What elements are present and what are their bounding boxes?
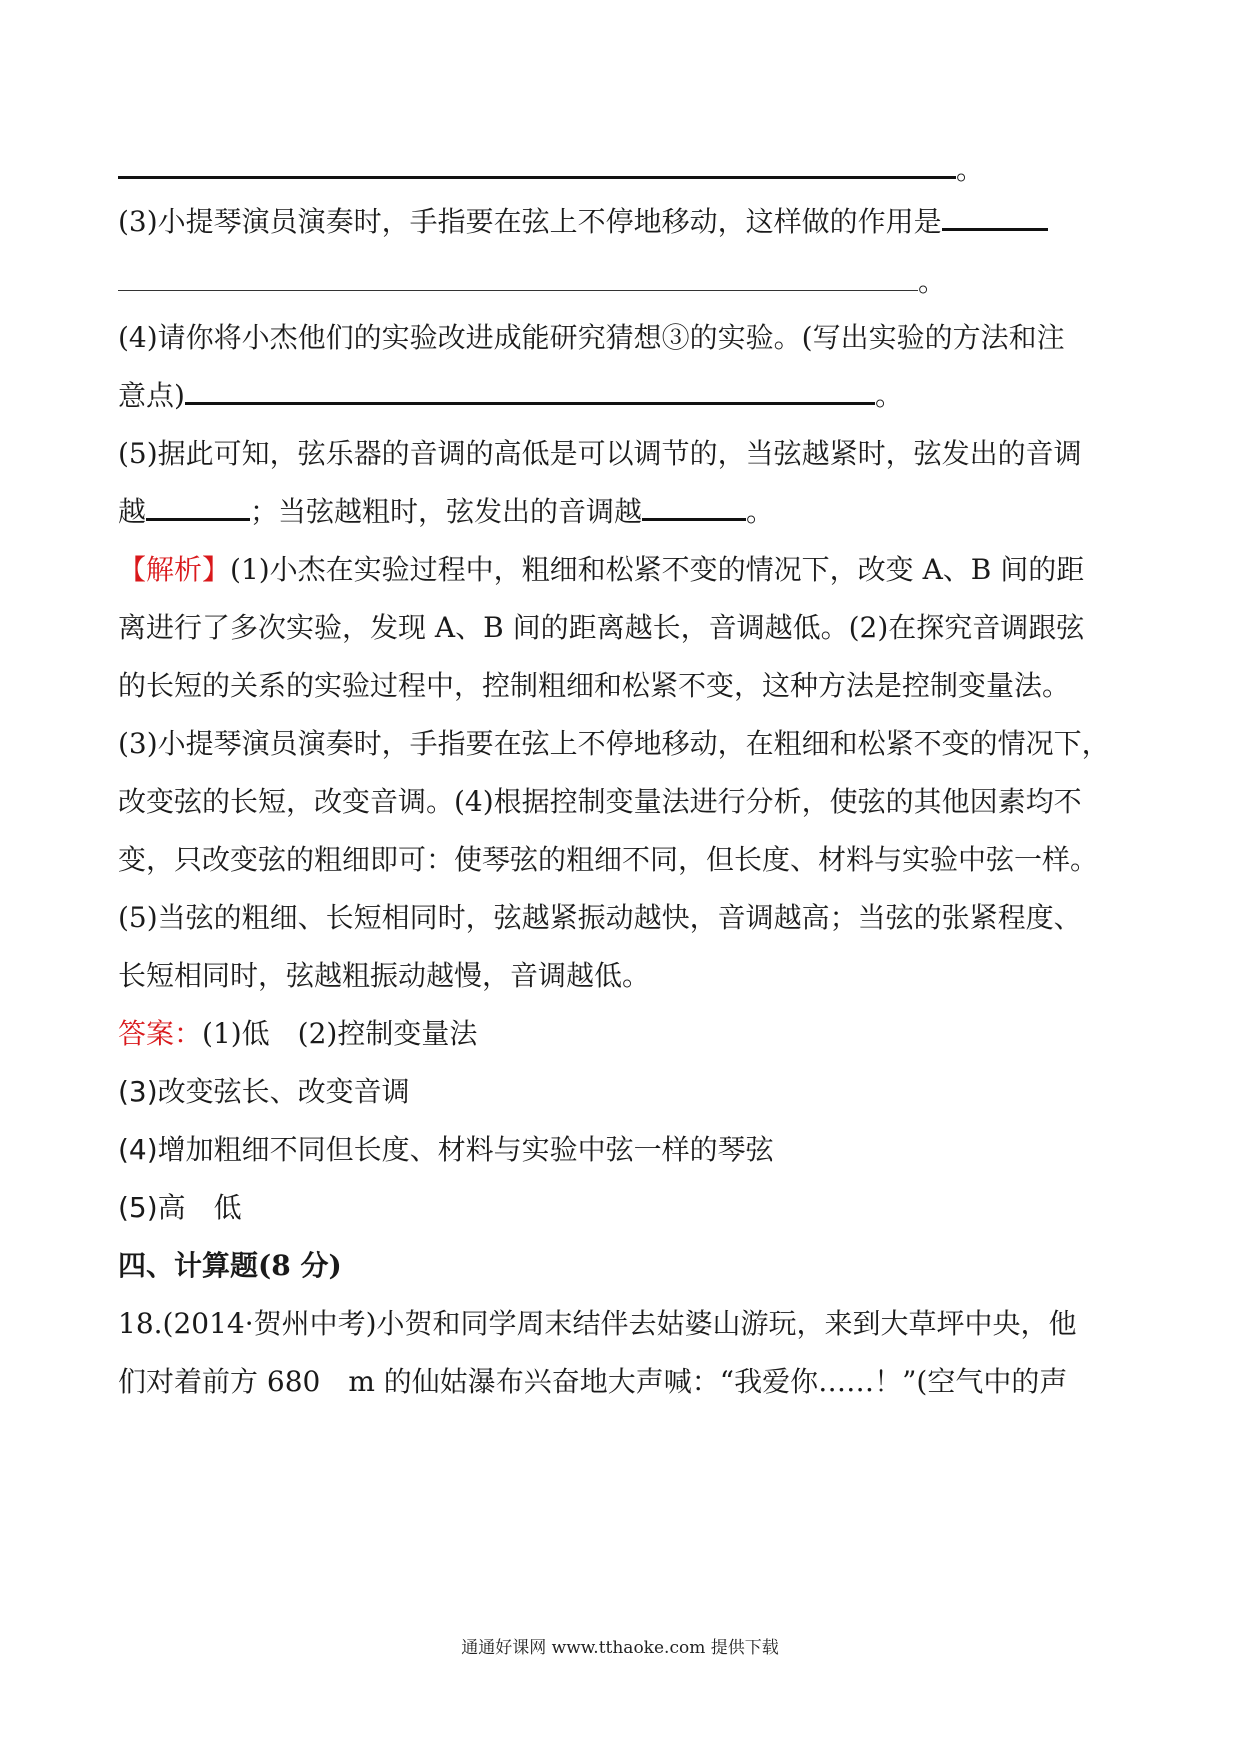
question-18-text: 们对着前方 680 m 的仙姑瀑布兴奋地大声喊：“我爱你……！”(空气中的声	[118, 1365, 1068, 1398]
question-3	[118, 198, 1130, 246]
answer-text: (4)增加粗细不同但长度、材料与实验中弦一样的琴弦	[118, 1133, 774, 1166]
answer-line-1	[118, 146, 1130, 194]
analysis-line-4	[118, 720, 1130, 768]
section-title: 四、计算题(8 分)	[118, 1249, 342, 1282]
analysis-line-3	[118, 662, 1130, 710]
analysis-label: 【解析】	[118, 553, 231, 586]
question-18-line-2	[118, 1358, 1130, 1406]
question-18-text: 18.(2014·贺州中考)小贺和同学周末结伴去姑婆山游玩，来到大草坪中央，他	[118, 1307, 1077, 1340]
answer-blank[interactable]	[942, 200, 1048, 231]
question-4	[118, 314, 1130, 362]
question-4-text: (4)请你将小杰他们的实验改进成能研究猜想③的实验。(写出实验的方法和注	[118, 321, 1065, 354]
analysis-text: 长短相同时，弦越粗振动越慢，音调越低。	[118, 959, 651, 992]
question-5	[118, 430, 1130, 478]
answer-text: (5)高 低	[118, 1191, 242, 1224]
question-5-text-b: ；当弦越粗时，弦发出的音调越	[250, 495, 643, 528]
analysis-text: (1)小杰在实验过程中，粗细和松紧不变的情况下，改变 A、B 间的距	[230, 553, 1085, 586]
answer-text: (3)改变弦长、改变音调	[118, 1075, 410, 1108]
answer-line-3	[118, 1068, 1130, 1116]
analysis-text: (3)小提琴演员演奏时，手指要在弦上不停地移动，在粗细和松紧不变的情况下，	[118, 727, 1110, 760]
analysis-text: 的长短的关系的实验过程中，控制粗细和松紧不变，这种方法是控制变量法。	[118, 669, 1071, 702]
question-5-text: (5)据此可知，弦乐器的音调的高低是可以调节的，当弦越紧时，弦发出的音调	[118, 437, 1082, 470]
document-page	[118, 0, 1130, 1754]
answer-line-5	[118, 1184, 1130, 1232]
analysis-text: 改变弦的长短，改变音调。(4)根据控制变量法进行分析，使弦的其他因素均不	[118, 785, 1082, 818]
period: 。	[956, 153, 985, 186]
analysis-line-2	[118, 604, 1130, 652]
analysis-line-6	[118, 836, 1130, 884]
answer-blank-1[interactable]	[146, 490, 250, 521]
footer-text: 通通好课网 www.tthaoke.com 提供下载	[461, 1638, 779, 1658]
analysis-line-5	[118, 778, 1130, 826]
analysis-line-7	[118, 894, 1130, 942]
question-5-line-2	[118, 488, 1130, 536]
analysis-text: (5)当弦的粗细、长短相同时，弦越紧振动越快，音调越高；当弦的张紧程度、	[118, 901, 1082, 934]
analysis-text: 变，只改变弦的粗细即可：使琴弦的粗细不同，但长度、材料与实验中弦一样。	[118, 843, 1099, 876]
analysis-line-1	[118, 546, 1130, 594]
answer-label: 答案：	[118, 1017, 203, 1050]
answer-text: (1)低 (2)控制变量法	[202, 1017, 478, 1050]
answer-blank-2[interactable]	[642, 490, 746, 521]
answer-line-4	[118, 1126, 1130, 1174]
answer-blank[interactable]	[118, 148, 956, 179]
answer-blank[interactable]	[185, 374, 875, 405]
question-18-line-1	[118, 1300, 1130, 1348]
answer-line-1-2	[118, 1010, 1130, 1058]
question-5-text-a: 越	[118, 495, 147, 528]
question-4-text-end: 意点)	[118, 379, 185, 412]
analysis-text: 离进行了多次实验，发现 A、B 间的距离越长，音调越低。(2)在探究音调跟弦	[118, 611, 1085, 644]
analysis-line-8	[118, 952, 1130, 1000]
page-footer	[0, 1636, 1240, 1660]
question-4-line-2	[118, 372, 1130, 420]
period: 。	[874, 379, 903, 412]
question-3-line-2	[118, 258, 1130, 306]
question-3-text: (3)小提琴演员演奏时，手指要在弦上不停地移动，这样做的作用是	[118, 205, 942, 238]
period: 。	[918, 265, 947, 298]
period: 。	[746, 495, 775, 528]
section-heading	[118, 1242, 1130, 1290]
answer-blank[interactable]	[118, 262, 918, 291]
